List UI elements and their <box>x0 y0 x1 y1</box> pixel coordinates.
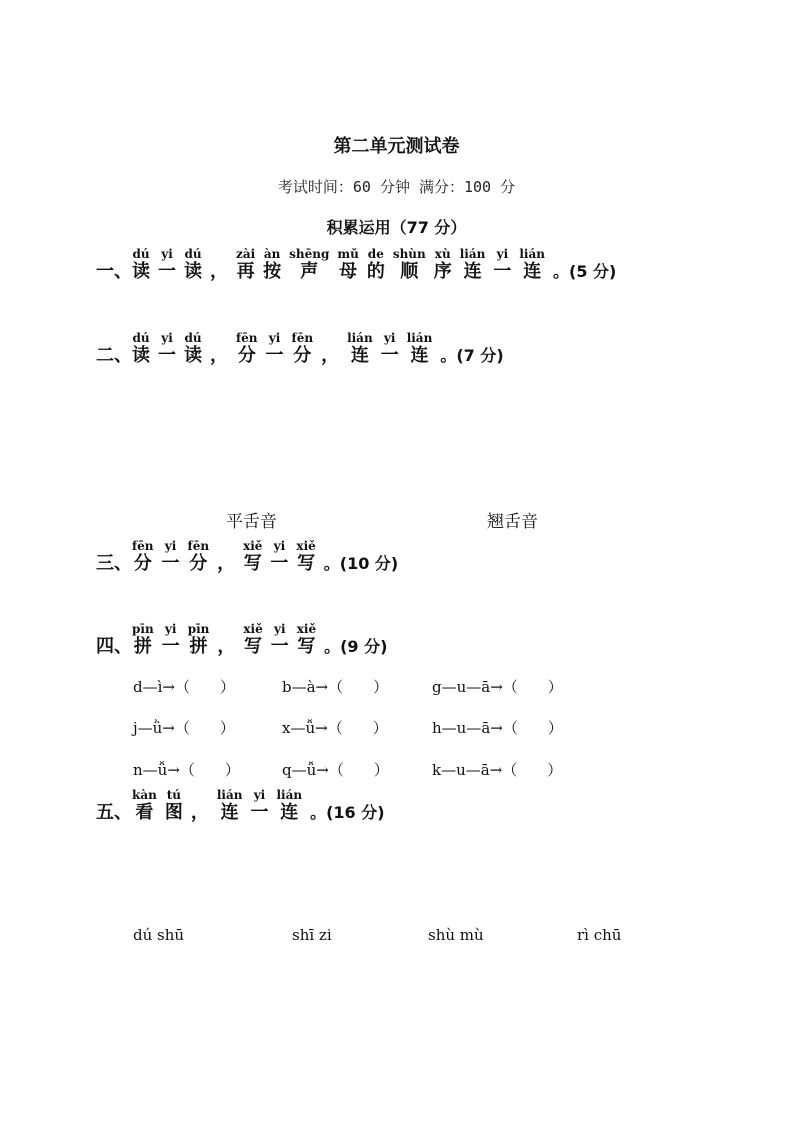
annotated-character <box>292 332 314 367</box>
spelling-cell: q—ǚ→（ ） <box>282 761 389 779</box>
hanzi: 写 <box>243 553 262 574</box>
punctuation: ， <box>210 345 228 366</box>
pinyin: àn <box>263 247 281 261</box>
pinyin: xiě <box>243 622 263 636</box>
pinyin: shēng <box>289 247 330 261</box>
annotated-character <box>250 789 268 824</box>
question-number: 一、 <box>96 261 132 282</box>
annotated-character <box>132 332 150 367</box>
pinyin: fēn <box>132 539 154 553</box>
spelling-cell: d—ì→（ ） <box>133 678 235 696</box>
annotated-character <box>184 332 202 367</box>
annotated-character <box>276 789 302 824</box>
question-score: 。(5 分) <box>553 262 617 281</box>
hanzi: 按 <box>263 261 282 282</box>
spelling-cell: j—ǜ→（ ） <box>133 719 235 737</box>
question-1 <box>96 248 616 283</box>
annotated-character <box>243 540 262 575</box>
question-number: 三、 <box>96 553 132 574</box>
hanzi: 写 <box>297 553 316 574</box>
annotated-character <box>407 332 433 367</box>
hanzi: 拼 <box>133 636 152 657</box>
question-5 <box>96 789 385 824</box>
hanzi: 看 <box>135 802 154 823</box>
hanzi: 一 <box>158 345 176 366</box>
hanzi: 读 <box>132 345 150 366</box>
pinyin: mǔ <box>337 247 359 261</box>
hanzi: 图 <box>164 802 183 823</box>
hanzi: 写 <box>244 636 263 657</box>
hanzi: 一 <box>493 261 512 282</box>
question-score: 。(7 分) <box>440 346 504 365</box>
hanzi: 读 <box>184 261 202 282</box>
picture-word: rì chū <box>577 926 622 944</box>
pinyin: lián <box>347 331 373 345</box>
annotated-character <box>270 540 288 575</box>
hanzi: 一 <box>158 261 176 282</box>
pinyin: xù <box>434 247 451 261</box>
question-score: 。(9 分) <box>324 637 388 656</box>
hanzi: 分 <box>237 345 256 366</box>
hanzi: 分 <box>293 345 312 366</box>
picture-word: shī zi <box>292 926 332 944</box>
annotated-character <box>165 789 183 824</box>
spelling-cell: h—u—ā→（ ） <box>432 719 563 737</box>
hanzi: 拼 <box>189 636 208 657</box>
pinyin: yi <box>161 331 173 345</box>
question-number: 五、 <box>96 802 132 823</box>
pinyin: kàn <box>132 788 157 802</box>
pinyin: dú <box>132 247 150 261</box>
annotated-character <box>236 248 255 283</box>
annotated-character <box>519 248 545 283</box>
hanzi: 一 <box>270 636 289 657</box>
pinyin: pīn <box>132 622 154 636</box>
punctuation: ， <box>321 345 340 366</box>
hanzi: 连 <box>410 345 429 366</box>
hanzi: 母 <box>339 261 358 282</box>
pinyin: lián <box>406 331 433 345</box>
hanzi: 连 <box>350 345 369 366</box>
question-3 <box>96 540 398 575</box>
hanzi: 连 <box>280 802 299 823</box>
hanzi: 声 <box>300 261 319 282</box>
punctuation: ， <box>190 802 209 823</box>
hanzi: 分 <box>133 553 152 574</box>
pinyin: fēn <box>291 331 314 345</box>
category-flat-tongue: 平舌音 <box>226 512 277 532</box>
hanzi: 连 <box>523 261 542 282</box>
picture-word: shù mù <box>428 926 484 944</box>
hanzi: 序 <box>433 261 452 282</box>
pinyin: yi <box>161 247 173 261</box>
annotated-character <box>493 248 511 283</box>
pinyin: lián <box>459 247 486 261</box>
pinyin: shùn <box>392 247 426 261</box>
pinyin: zài <box>236 247 256 261</box>
annotated-character <box>162 540 180 575</box>
annotated-character <box>188 540 210 575</box>
pinyin: yi <box>268 331 281 345</box>
hanzi: 读 <box>184 345 202 366</box>
annotated-character <box>367 248 385 283</box>
annotated-character <box>158 248 176 283</box>
hanzi: 一 <box>250 802 269 823</box>
pinyin: lián <box>216 788 243 802</box>
spelling-cell: x—ǚ→（ ） <box>282 719 388 737</box>
annotated-character <box>236 332 258 367</box>
annotated-character <box>132 623 154 658</box>
pinyin: yi <box>273 539 286 553</box>
pinyin: xiě <box>243 539 263 553</box>
pinyin: xiě <box>296 622 317 636</box>
spelling-cell: g—u—ā→（ ） <box>432 678 563 696</box>
hanzi: 的 <box>366 261 385 282</box>
question-number: 二、 <box>96 345 132 366</box>
annotated-character <box>460 248 486 283</box>
hanzi: 一 <box>161 553 180 574</box>
spelling-cell: k—u—ā→（ ） <box>432 761 563 779</box>
annotated-character <box>263 248 281 283</box>
annotated-character <box>217 789 243 824</box>
pinyin: yi <box>164 539 177 553</box>
annotated-character <box>393 248 426 283</box>
annotated-character <box>132 540 154 575</box>
annotated-character <box>337 248 358 283</box>
annotated-character <box>158 332 176 367</box>
annotated-character <box>243 623 262 658</box>
question-2 <box>96 332 504 367</box>
hanzi: 再 <box>236 261 255 282</box>
hanzi: 一 <box>161 636 180 657</box>
pinyin: fēn <box>236 331 258 345</box>
pinyin: yi <box>164 622 177 636</box>
pinyin: yi <box>253 788 266 802</box>
pinyin: tú <box>166 788 181 802</box>
question-score: 。(16 分) <box>310 803 385 822</box>
pinyin: lián <box>519 247 545 261</box>
pinyin: lián <box>276 788 303 802</box>
hanzi: 连 <box>463 261 482 282</box>
question-4 <box>96 623 387 658</box>
annotated-character <box>434 248 452 283</box>
annotated-character <box>132 789 157 824</box>
hanzi: 一 <box>265 345 284 366</box>
hanzi: 连 <box>220 802 239 823</box>
page-title: 第二单元测试卷 <box>333 136 460 157</box>
pinyin: fēn <box>187 539 210 553</box>
picture-word: dú shū <box>133 926 185 944</box>
annotated-character <box>381 332 399 367</box>
pinyin: yi <box>273 622 286 636</box>
pinyin: yi <box>383 331 396 345</box>
annotated-character <box>347 332 373 367</box>
annotated-character <box>162 623 180 658</box>
annotated-character <box>188 623 210 658</box>
annotated-character <box>184 248 202 283</box>
spelling-cell: n—ǚ→（ ） <box>133 761 240 779</box>
pinyin: dú <box>184 331 202 345</box>
question-score: 。(10 分) <box>323 554 399 573</box>
pinyin: dú <box>184 247 202 261</box>
section-title: 积累运用（77 分） <box>326 218 467 237</box>
hanzi: 写 <box>297 636 316 657</box>
pinyin: pīn <box>187 622 210 636</box>
annotated-character <box>297 623 316 658</box>
pinyin: xiě <box>296 539 316 553</box>
annotated-character <box>266 332 284 367</box>
hanzi: 一 <box>380 345 399 366</box>
punctuation: ， <box>210 261 228 282</box>
pinyin: de <box>367 247 384 261</box>
punctuation: ， <box>217 636 236 657</box>
pinyin: dú <box>132 331 150 345</box>
pinyin: yi <box>496 247 509 261</box>
hanzi: 顺 <box>400 261 419 282</box>
hanzi: 读 <box>132 261 150 282</box>
punctuation: ， <box>217 553 236 574</box>
annotated-character <box>132 248 150 283</box>
exam-info: 考试时间：60 分钟 满分：100 分 <box>277 178 516 196</box>
question-number: 四、 <box>96 636 132 657</box>
hanzi: 分 <box>189 553 208 574</box>
category-curled-tongue: 翘舌音 <box>487 512 538 532</box>
hanzi: 一 <box>270 553 289 574</box>
annotated-character <box>271 623 289 658</box>
annotated-character <box>296 540 315 575</box>
spelling-cell: b—à→（ ） <box>282 678 389 696</box>
annotated-character <box>289 248 329 283</box>
